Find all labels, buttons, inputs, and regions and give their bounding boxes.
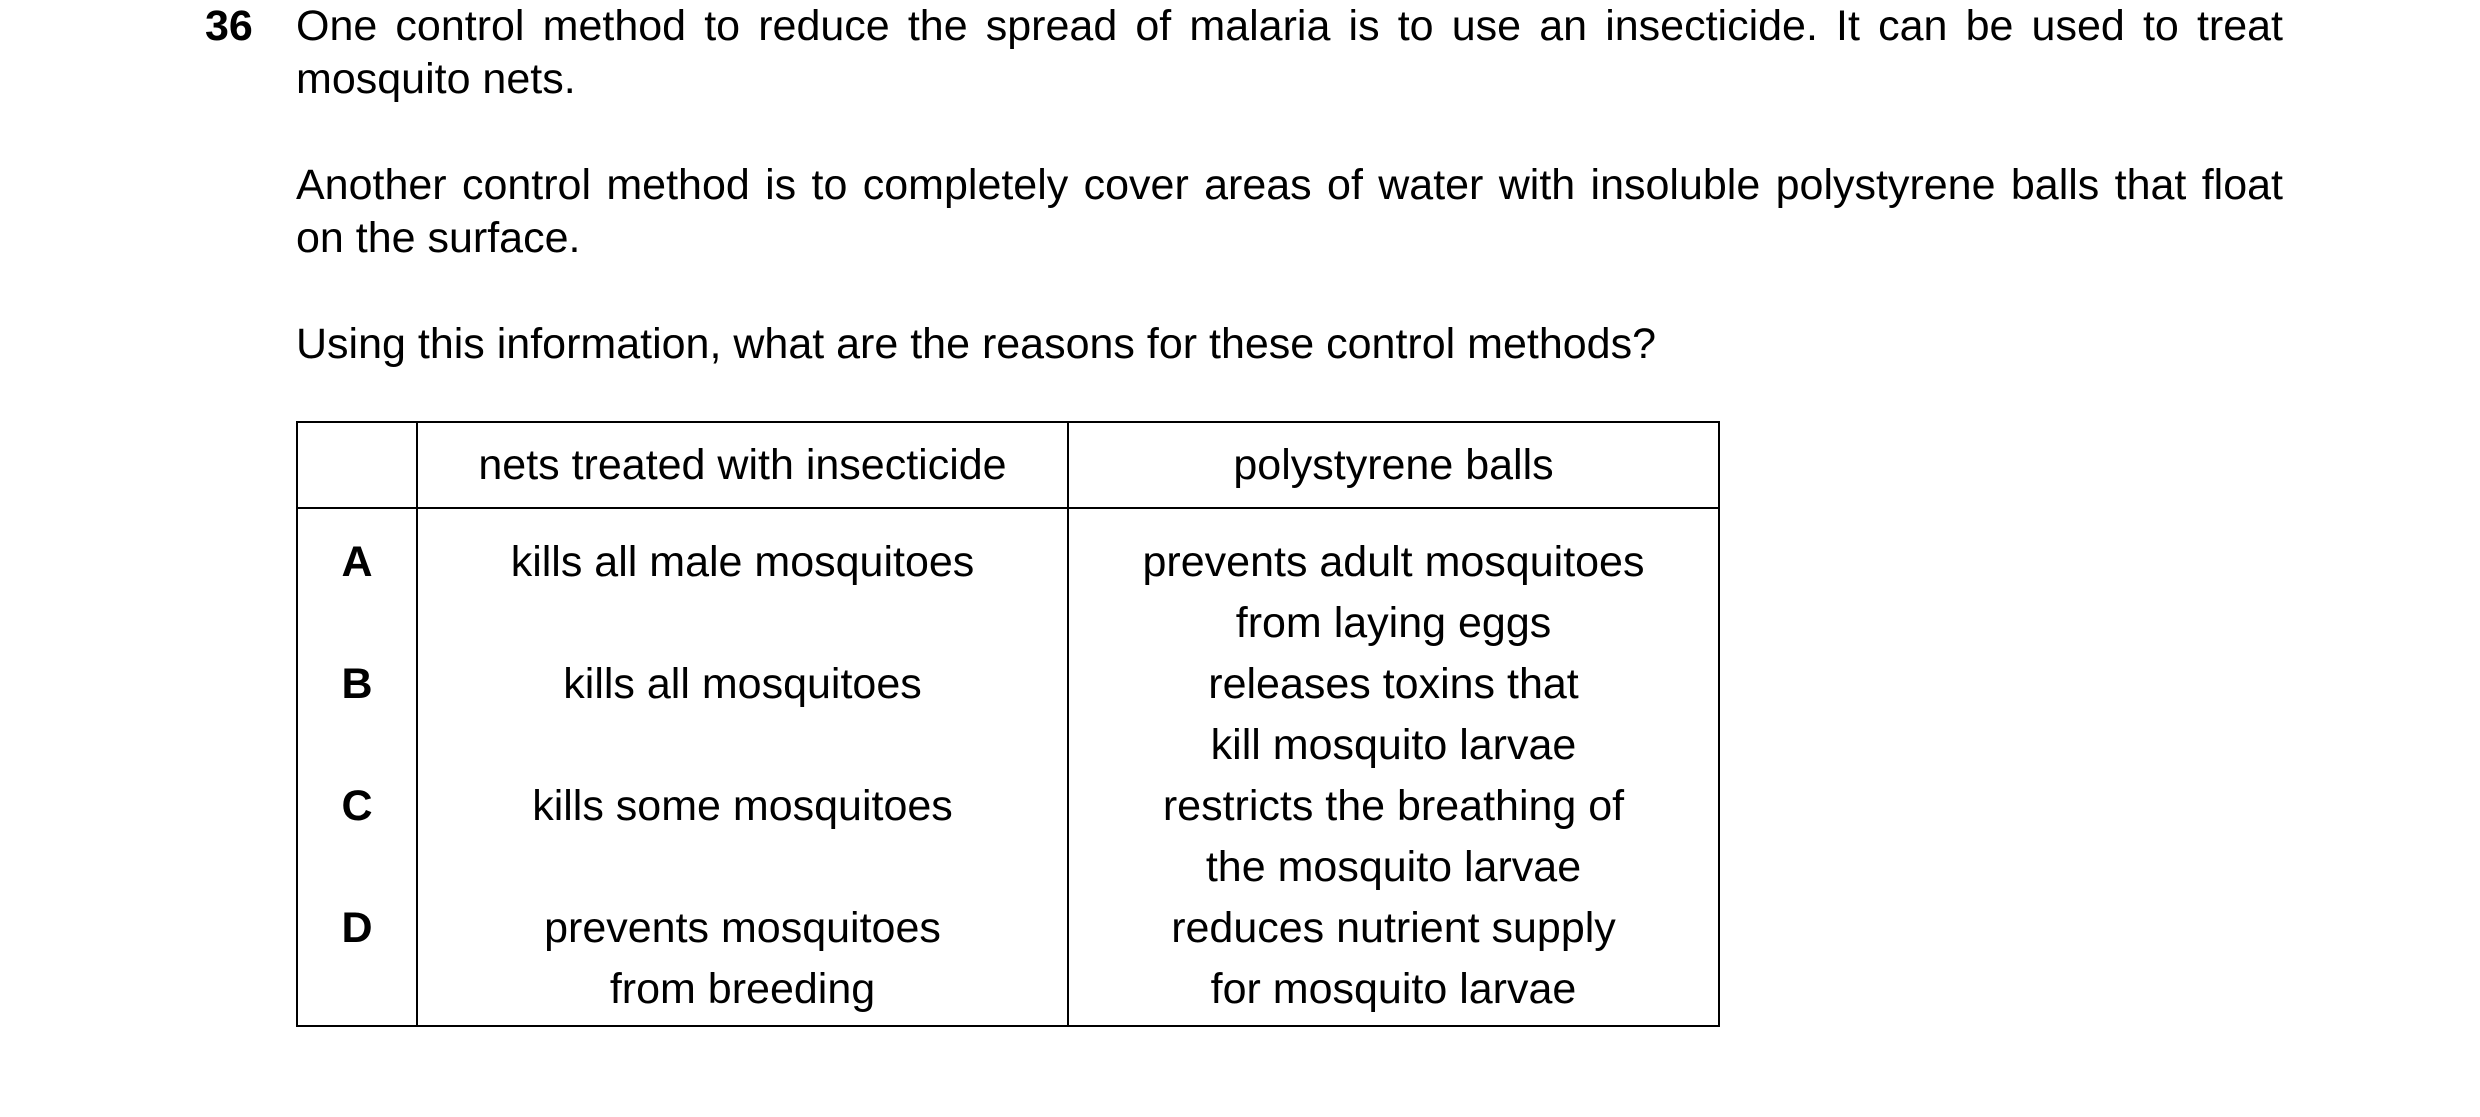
option-nets-cell: [417, 776, 1068, 898]
question-paragraph-2: Another control method is to completely cover areas of water with insoluble polystyrene balls that float on the surface.: [296, 161, 2283, 262]
option-nets-cell: [417, 508, 1068, 654]
option-nets-line: from breeding: [609, 965, 876, 1013]
option-balls-cell: [1068, 508, 1719, 654]
option-nets-cell: [417, 654, 1068, 776]
option-nets-line: kills all male mosquitoes: [510, 538, 975, 586]
option-balls-line: restricts the breathing of: [1162, 782, 1625, 830]
option-balls-line: releases toxins that: [1208, 660, 1579, 708]
table-header-row: [297, 422, 1719, 508]
option-key: A: [297, 508, 417, 654]
question-number: 36: [205, 2, 253, 50]
option-nets-line: kills all mosquitoes: [563, 660, 922, 708]
question-prompt: Using this information, what are the reasons for these control methods?: [296, 320, 1656, 368]
option-balls-cell: [1068, 898, 1719, 1026]
option-row-b: [297, 654, 1719, 776]
option-key: D: [297, 898, 417, 1026]
question-paragraph-1: One control method to reduce the spread of malaria is to use an insecticide. It can be used to treat mosquito nets.: [296, 2, 2283, 103]
option-balls-line: for mosquito larvae: [1210, 965, 1577, 1013]
option-balls-line: kill mosquito larvae: [1210, 721, 1577, 769]
option-key: C: [297, 776, 417, 898]
header-key: [297, 422, 417, 508]
option-row-d: [297, 898, 1719, 1026]
option-key: B: [297, 654, 417, 776]
option-balls-line: prevents adult mosquitoes: [1142, 538, 1645, 586]
options-table: [296, 421, 1720, 1027]
option-row-c: [297, 776, 1719, 898]
header-balls: polystyrene balls: [1068, 422, 1719, 508]
option-balls-line: reduces nutrient supply: [1171, 904, 1616, 952]
option-nets-cell: [417, 898, 1068, 1026]
question-body: [296, 0, 2283, 371]
option-balls-cell: [1068, 654, 1719, 776]
option-balls-cell: [1068, 776, 1719, 898]
option-row-a: [297, 508, 1719, 654]
option-balls-line: from laying eggs: [1235, 599, 1552, 647]
option-balls-line: the mosquito larvae: [1205, 843, 1582, 891]
option-nets-line: kills some mosquitoes: [532, 782, 953, 830]
option-nets-line: prevents mosquitoes: [544, 904, 941, 952]
header-nets: nets treated with insecticide: [417, 422, 1068, 508]
